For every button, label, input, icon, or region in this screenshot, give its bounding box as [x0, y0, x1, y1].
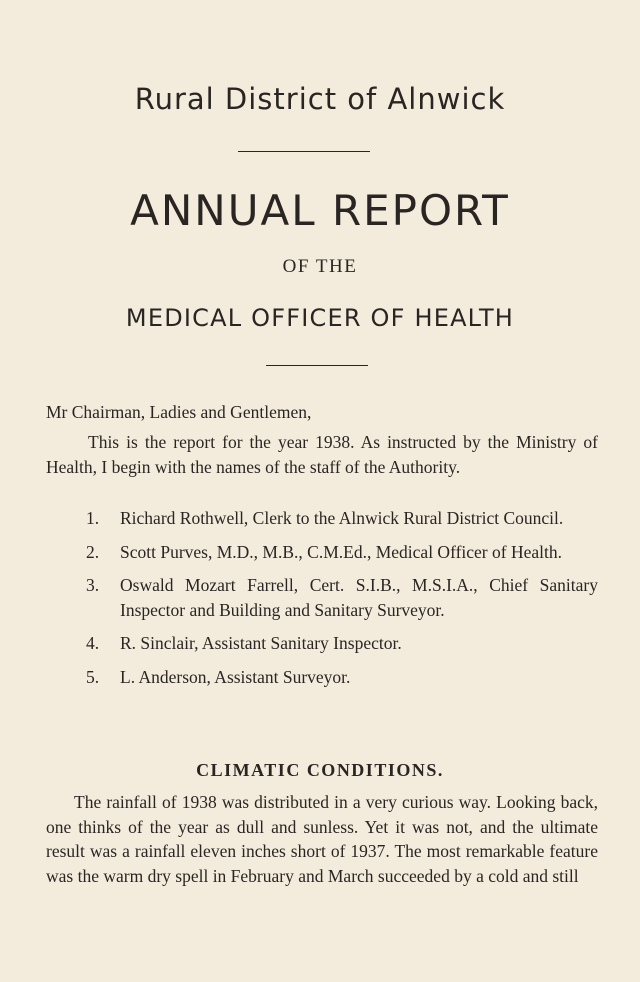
staff-text: Scott Purves, M.D., M.B., C.M.Ed., Medical Officer of Health. [120, 541, 562, 562]
divider [238, 151, 370, 152]
climate-paragraph: The rainfall of 1938 was distributed in a very curious way. Looking back, one thinks of the year as dull and sunless. Yet it was not, and the ultimate result was a rainfall eleven inches short of 1937. The most remarkable feature was the warm dry spell in February and March succeeded by a cold and still [46, 792, 598, 886]
staff-number: 4. [86, 633, 100, 653]
salutation: Mr Chairman, Ladies and Gentlemen, [46, 402, 312, 422]
staff-text: Oswald Mozart Farrell, Cert. S.I.B., M.S.I.A., Chief Sanitary Inspector and Building and Sanitary Surveyor. [120, 575, 598, 620]
divider [266, 365, 368, 366]
section-heading: CLIMATIC CONDITIONS. [196, 760, 444, 780]
report-subtitle: MEDICAL OFFICER OF HEALTH [125, 304, 515, 332]
staff-item [86, 573, 598, 622]
report-of-the: OF THE [282, 256, 358, 277]
staff-item [86, 665, 598, 690]
staff-text: Richard Rothwell, Clerk to the Alnwick Rural District Council. [120, 508, 564, 528]
staff-item [86, 631, 598, 656]
staff-text: R. Sinclair, Assistant Sanitary Inspector. [120, 633, 402, 653]
staff-number: 1. [86, 508, 100, 528]
report-title: ANNUAL REPORT [130, 186, 510, 235]
staff-number: 5. [86, 666, 100, 687]
staff-item [86, 506, 598, 531]
staff-number: 3. [86, 575, 100, 595]
intro-text: This is the report for the year 1938. As instructed by the Ministry of Health, I begin with the names of the staff of the Authority. [46, 432, 598, 477]
staff-item [86, 540, 598, 565]
district-heading: Rural District of Alnwick [134, 82, 506, 116]
staff-text: L. Anderson, Assistant Surveyor. [120, 666, 351, 687]
staff-list [86, 506, 598, 698]
intro-paragraph [46, 430, 598, 479]
staff-number: 2. [86, 541, 100, 562]
